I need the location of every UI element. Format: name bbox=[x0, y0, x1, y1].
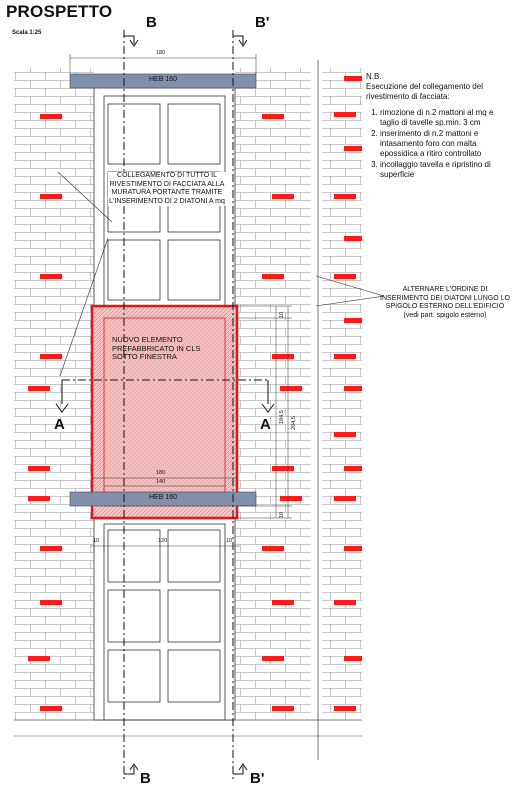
beam-top-label: HEB 160 bbox=[148, 76, 178, 83]
note-alternare-main: ALTERNARE L'ORDINE DI INSERIMENTO DEI DIATONI LUNGO LO SPIGOLO ESTERNO DELL'EDIFICIO bbox=[380, 286, 510, 310]
dim-v-10-top: 10 bbox=[279, 311, 285, 318]
dim-v-204: 204,5 bbox=[291, 416, 297, 430]
dim-mid-180: 180 bbox=[156, 470, 166, 476]
nb-label: N.B. bbox=[366, 72, 382, 81]
section-a-left: A bbox=[54, 416, 65, 433]
section-b-prime-top: B' bbox=[255, 14, 270, 31]
nb-notes bbox=[366, 72, 508, 181]
beam-bottom-label: HEB 160 bbox=[148, 494, 178, 501]
nb-step: 1. rimozione di n.2 mattoni al mq e taglio di tavelle sp.min. 3 cm bbox=[380, 108, 508, 128]
note-alternare-sub: (vedi part. spigolo esterno) bbox=[403, 311, 487, 319]
note-alternare bbox=[380, 286, 510, 320]
section-b-prime-bottom: B' bbox=[250, 770, 265, 787]
section-a-right: A bbox=[260, 416, 271, 433]
section-b-bottom: B bbox=[140, 770, 151, 787]
nb-step: 2. inserimento di n.2 mattoni e intasamento foro con malta epossidica a ritiro controllato bbox=[380, 129, 508, 159]
dim-v-184: 184,5 bbox=[279, 410, 285, 424]
nb-heading: Esecuzione del collegamento del rivestimento di facciata: bbox=[366, 82, 483, 101]
dim-bottom-left: 10 bbox=[93, 538, 100, 544]
section-b-top: B bbox=[146, 14, 157, 31]
lower-window bbox=[94, 518, 235, 720]
dim-bottom-mid: 120 bbox=[158, 538, 168, 544]
dim-top-width: 180 bbox=[156, 50, 166, 56]
dim-mid-140: 140 bbox=[156, 479, 166, 485]
nb-step: 3. incollaggio tavella e ripristino di superficie bbox=[380, 160, 508, 180]
scale-label: Scala 1:25 bbox=[12, 30, 42, 36]
dim-bottom-right: 10 bbox=[226, 538, 233, 544]
dim-v-10-bot: 10 bbox=[279, 511, 285, 518]
nb-steps bbox=[366, 108, 508, 180]
page-title: PROSPETTO bbox=[6, 2, 113, 21]
note-nuovo-elemento: NUOVO ELEMENTO PREFABBRICATO IN CLS SOTTO FINESTRA bbox=[112, 335, 201, 361]
note-collegamento: COLLEGAMENTO DI TUTTO IL RIVESTIMENTO DI FACCIATA ALLA MURATURA PORTANTE TRAMITE L'INSERIMENTO DI 2 DIATONI A mq bbox=[109, 172, 225, 205]
